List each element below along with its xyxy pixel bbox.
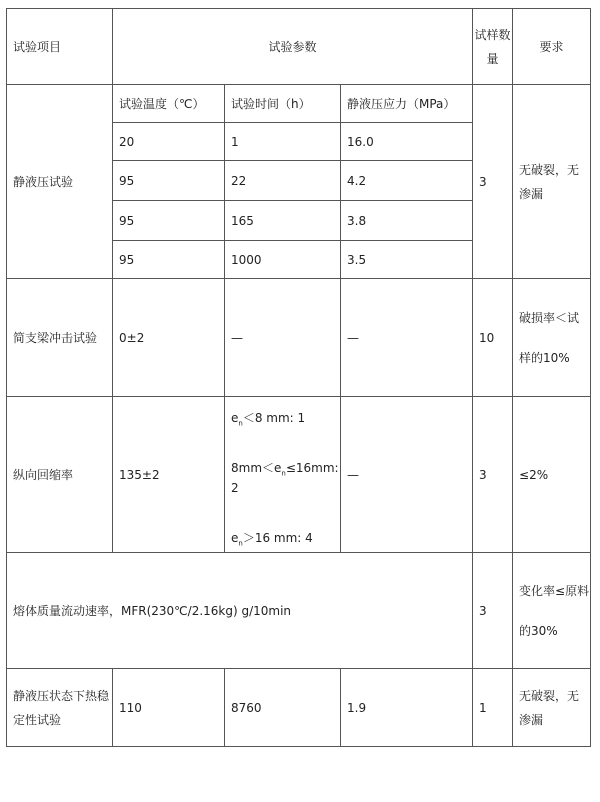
hydro-temp: 95	[113, 161, 225, 201]
mfr-row	[7, 553, 591, 669]
hydro-time: 165	[225, 201, 341, 241]
test-requirements-table	[6, 8, 591, 747]
shrink-time-line: $e_n<8$ mm: 1	[231, 410, 306, 427]
hydro-temp: 95	[113, 201, 225, 241]
impact-row	[7, 279, 591, 397]
hydro-col-stress: 静液压应力（MPa）	[341, 85, 473, 123]
impact-count: 10	[473, 279, 513, 397]
hydro-time: 1000	[225, 241, 341, 279]
hydro-time: 1	[225, 123, 341, 161]
shrink-row	[7, 397, 591, 553]
hydro-count: 3	[473, 85, 513, 279]
mfr-count: 3	[473, 553, 513, 669]
hydro-col-time: 试验时间（h）	[225, 85, 341, 123]
thermal-stress: 1.9	[341, 669, 473, 747]
impact-stress: —	[341, 279, 473, 397]
thermal-requirement: 无破裂，无渗漏	[513, 669, 591, 747]
hydro-col-temp: 试验温度（℃）	[113, 85, 225, 123]
hydro-stress: 3.5	[341, 241, 473, 279]
thermal-name: 静液压状态下热稳定性试验	[7, 669, 113, 747]
shrink-time-line: $e_n>16$ mm: 4	[231, 530, 313, 547]
thermal-temp: 110	[113, 669, 225, 747]
hydro-subheader-row	[7, 85, 591, 123]
shrink-time	[225, 397, 341, 553]
header-count: 试样数量	[473, 9, 513, 85]
hydro-stress: 16.0	[341, 123, 473, 161]
hydro-time: 22	[225, 161, 341, 201]
shrink-temp: 135±2	[113, 397, 225, 553]
shrink-name: 纵向回缩率	[7, 397, 113, 553]
shrink-stress: —	[341, 397, 473, 553]
hydro-stress: 3.8	[341, 201, 473, 241]
thermal-count: 1	[473, 669, 513, 747]
hydro-requirement: 无破裂，无渗漏	[513, 85, 591, 279]
shrink-requirement: ≤2%	[513, 397, 591, 553]
header-params: 试验参数	[113, 9, 473, 85]
impact-temp: 0±2	[113, 279, 225, 397]
header-item: 试验项目	[7, 9, 113, 85]
impact-time: —	[225, 279, 341, 397]
header-row	[7, 9, 591, 85]
thermal-time: 8760	[225, 669, 341, 747]
thermal-row	[7, 669, 591, 747]
hydro-temp: 20	[113, 123, 225, 161]
header-requirement: 要求	[513, 9, 591, 85]
hydro-name: 静液压试验	[7, 85, 113, 279]
hydro-temp: 95	[113, 241, 225, 279]
mfr-requirement: 变化率≤原料的30%	[513, 553, 591, 669]
impact-name: 简支梁冲击试验	[7, 279, 113, 397]
hydro-stress: 4.2	[341, 161, 473, 201]
mfr-name: 熔体质量流动速率，MFR(230℃/2.16kg) g/10min	[7, 553, 473, 669]
shrink-time-line: $8mm<e_n\le 16mm$: 2	[231, 460, 339, 495]
impact-requirement: 破损率＜试样的10%	[513, 279, 591, 397]
shrink-count: 3	[473, 397, 513, 553]
